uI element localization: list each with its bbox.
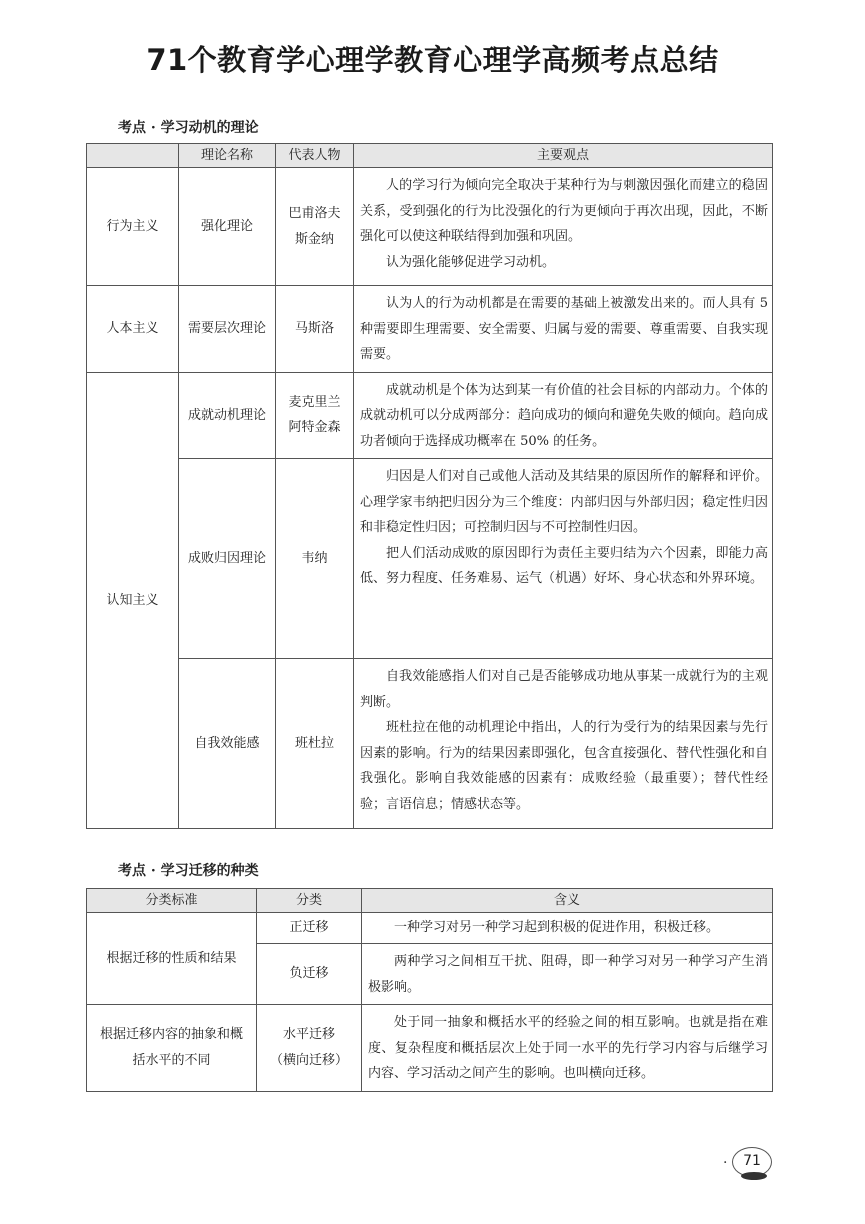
theory-name-cell: 成就动机理论 <box>179 372 276 459</box>
table-row <box>87 659 773 829</box>
standard-cell: 根据迁移内容的抽象和概括水平的不同 <box>87 1005 257 1092</box>
category-cell: 行为主义 <box>87 168 179 286</box>
header-cell-standard: 分类标准 <box>87 889 257 913</box>
main-views-cell: 自我效能感指人们对自己是否能够成功地从事某一成就行为的主观判断。 班杜拉在他的动机理论中指出，人的行为受行为的结果因素与先行因素的影响。行为的结果因素即强化，包含直接强化、替代性强化和自我强化。影响自我效能感的因素有：成败经验（最重要）；替代性经验；言语信息；情感状态等。 <box>354 659 773 829</box>
representative-cell: 班杜拉 <box>276 659 354 829</box>
kind-cell: 负迁移 <box>257 944 362 1005</box>
header-cell-main-views: 主要观点 <box>354 144 773 168</box>
table-row <box>87 459 773 659</box>
kind-cell: 正迁移 <box>257 913 362 944</box>
representative-cell: 马斯洛 <box>276 286 354 373</box>
table-row <box>87 1005 773 1092</box>
representative-cell: 韦纳 <box>276 459 354 659</box>
theory-name-cell: 成败归因理论 <box>179 459 276 659</box>
header-cell-theory-name: 理论名称 <box>179 144 276 168</box>
motivation-theory-table <box>86 143 773 829</box>
meaning-cell: 一种学习对另一种学习起到积极的促进作用，积极迁移。 <box>362 913 773 944</box>
main-views-cell: 人的学习行为倾向完全取决于某种行为与刺激因强化而建立的稳固关系，受到强化的行为比没强化的行为更倾向于再次出现，因此，不断强化可以使这种联结得到加强和巩固。 认为强化能够促进学习动机。 <box>354 168 773 286</box>
table-header-row <box>87 144 773 168</box>
meaning-cell: 两种学习之间相互干扰、阻碍，即一种学习对另一种学习产生消极影响。 <box>362 944 773 1005</box>
representative-cell: 麦克里兰 阿特金森 <box>276 372 354 459</box>
main-views-cell: 归因是人们对自己或他人活动及其结果的原因所作的解释和评价。心理学家韦纳把归因分为三个维度：内部归因与外部归因；稳定性归因和非稳定性归因；可控制归因与不可控制性归因。 把人们活动成败的原因即行为责任主要归结为六个因素，即能力高低、努力程度、任务难易、运气（机遇）好坏、身心状态和外界环境。 <box>354 459 773 659</box>
kind-cell: 水平迁移 （横向迁移） <box>257 1005 362 1092</box>
table-row <box>87 168 773 286</box>
category-cell: 人本主义 <box>87 286 179 373</box>
header-cell-meaning: 含义 <box>362 889 773 913</box>
table-row <box>87 286 773 373</box>
meaning-cell: 处于同一抽象和概括水平的经验之间的相互影响。也就是指在难度、复杂程度和概括层次上处于同一水平的先行学习内容与后继学习内容、学习活动之间产生的影响。也叫横向迁移。 <box>362 1005 773 1092</box>
page-title: 71个教育学心理学教育心理学高频考点总结 <box>146 43 719 77</box>
header-cell-category <box>87 144 179 168</box>
theory-name-cell: 需要层次理论 <box>179 286 276 373</box>
page-number-decoration <box>741 1172 767 1180</box>
table-header-row <box>87 889 773 913</box>
theory-name-cell: 强化理论 <box>179 168 276 286</box>
main-views-cell: 认为人的行为动机都是在需要的基础上被激发出来的。而人具有 5 种需要即生理需要、安全需要、归属与爱的需要、尊重需要、自我实现需要。 <box>354 286 773 373</box>
section-heading-transfer: 考点 · 学习迁移的种类 <box>118 863 259 879</box>
representative-cell: 巴甫洛夫 斯金纳 <box>276 168 354 286</box>
main-views-cell: 成就动机是个体为达到某一有价值的社会目标的内部动力。个体的成就动机可以分成两部分：趋向成功的倾向和避免失败的倾向。趋向成功者倾向于选择成功概率在 50% 的任务。 <box>354 372 773 459</box>
theory-name-cell: 自我效能感 <box>179 659 276 829</box>
table-row <box>87 913 773 944</box>
transfer-types-table <box>86 888 773 1092</box>
table-row <box>87 372 773 459</box>
section-heading-motivation: 考点 · 学习动机的理论 <box>118 120 259 136</box>
standard-cell: 根据迁移的性质和结果 <box>87 913 257 1005</box>
page-number-dot: · <box>723 1155 728 1171</box>
header-cell-kind: 分类 <box>257 889 362 913</box>
header-cell-representative: 代表人物 <box>276 144 354 168</box>
category-cell: 认知主义 <box>87 372 179 829</box>
page-number: 71 <box>732 1147 772 1177</box>
